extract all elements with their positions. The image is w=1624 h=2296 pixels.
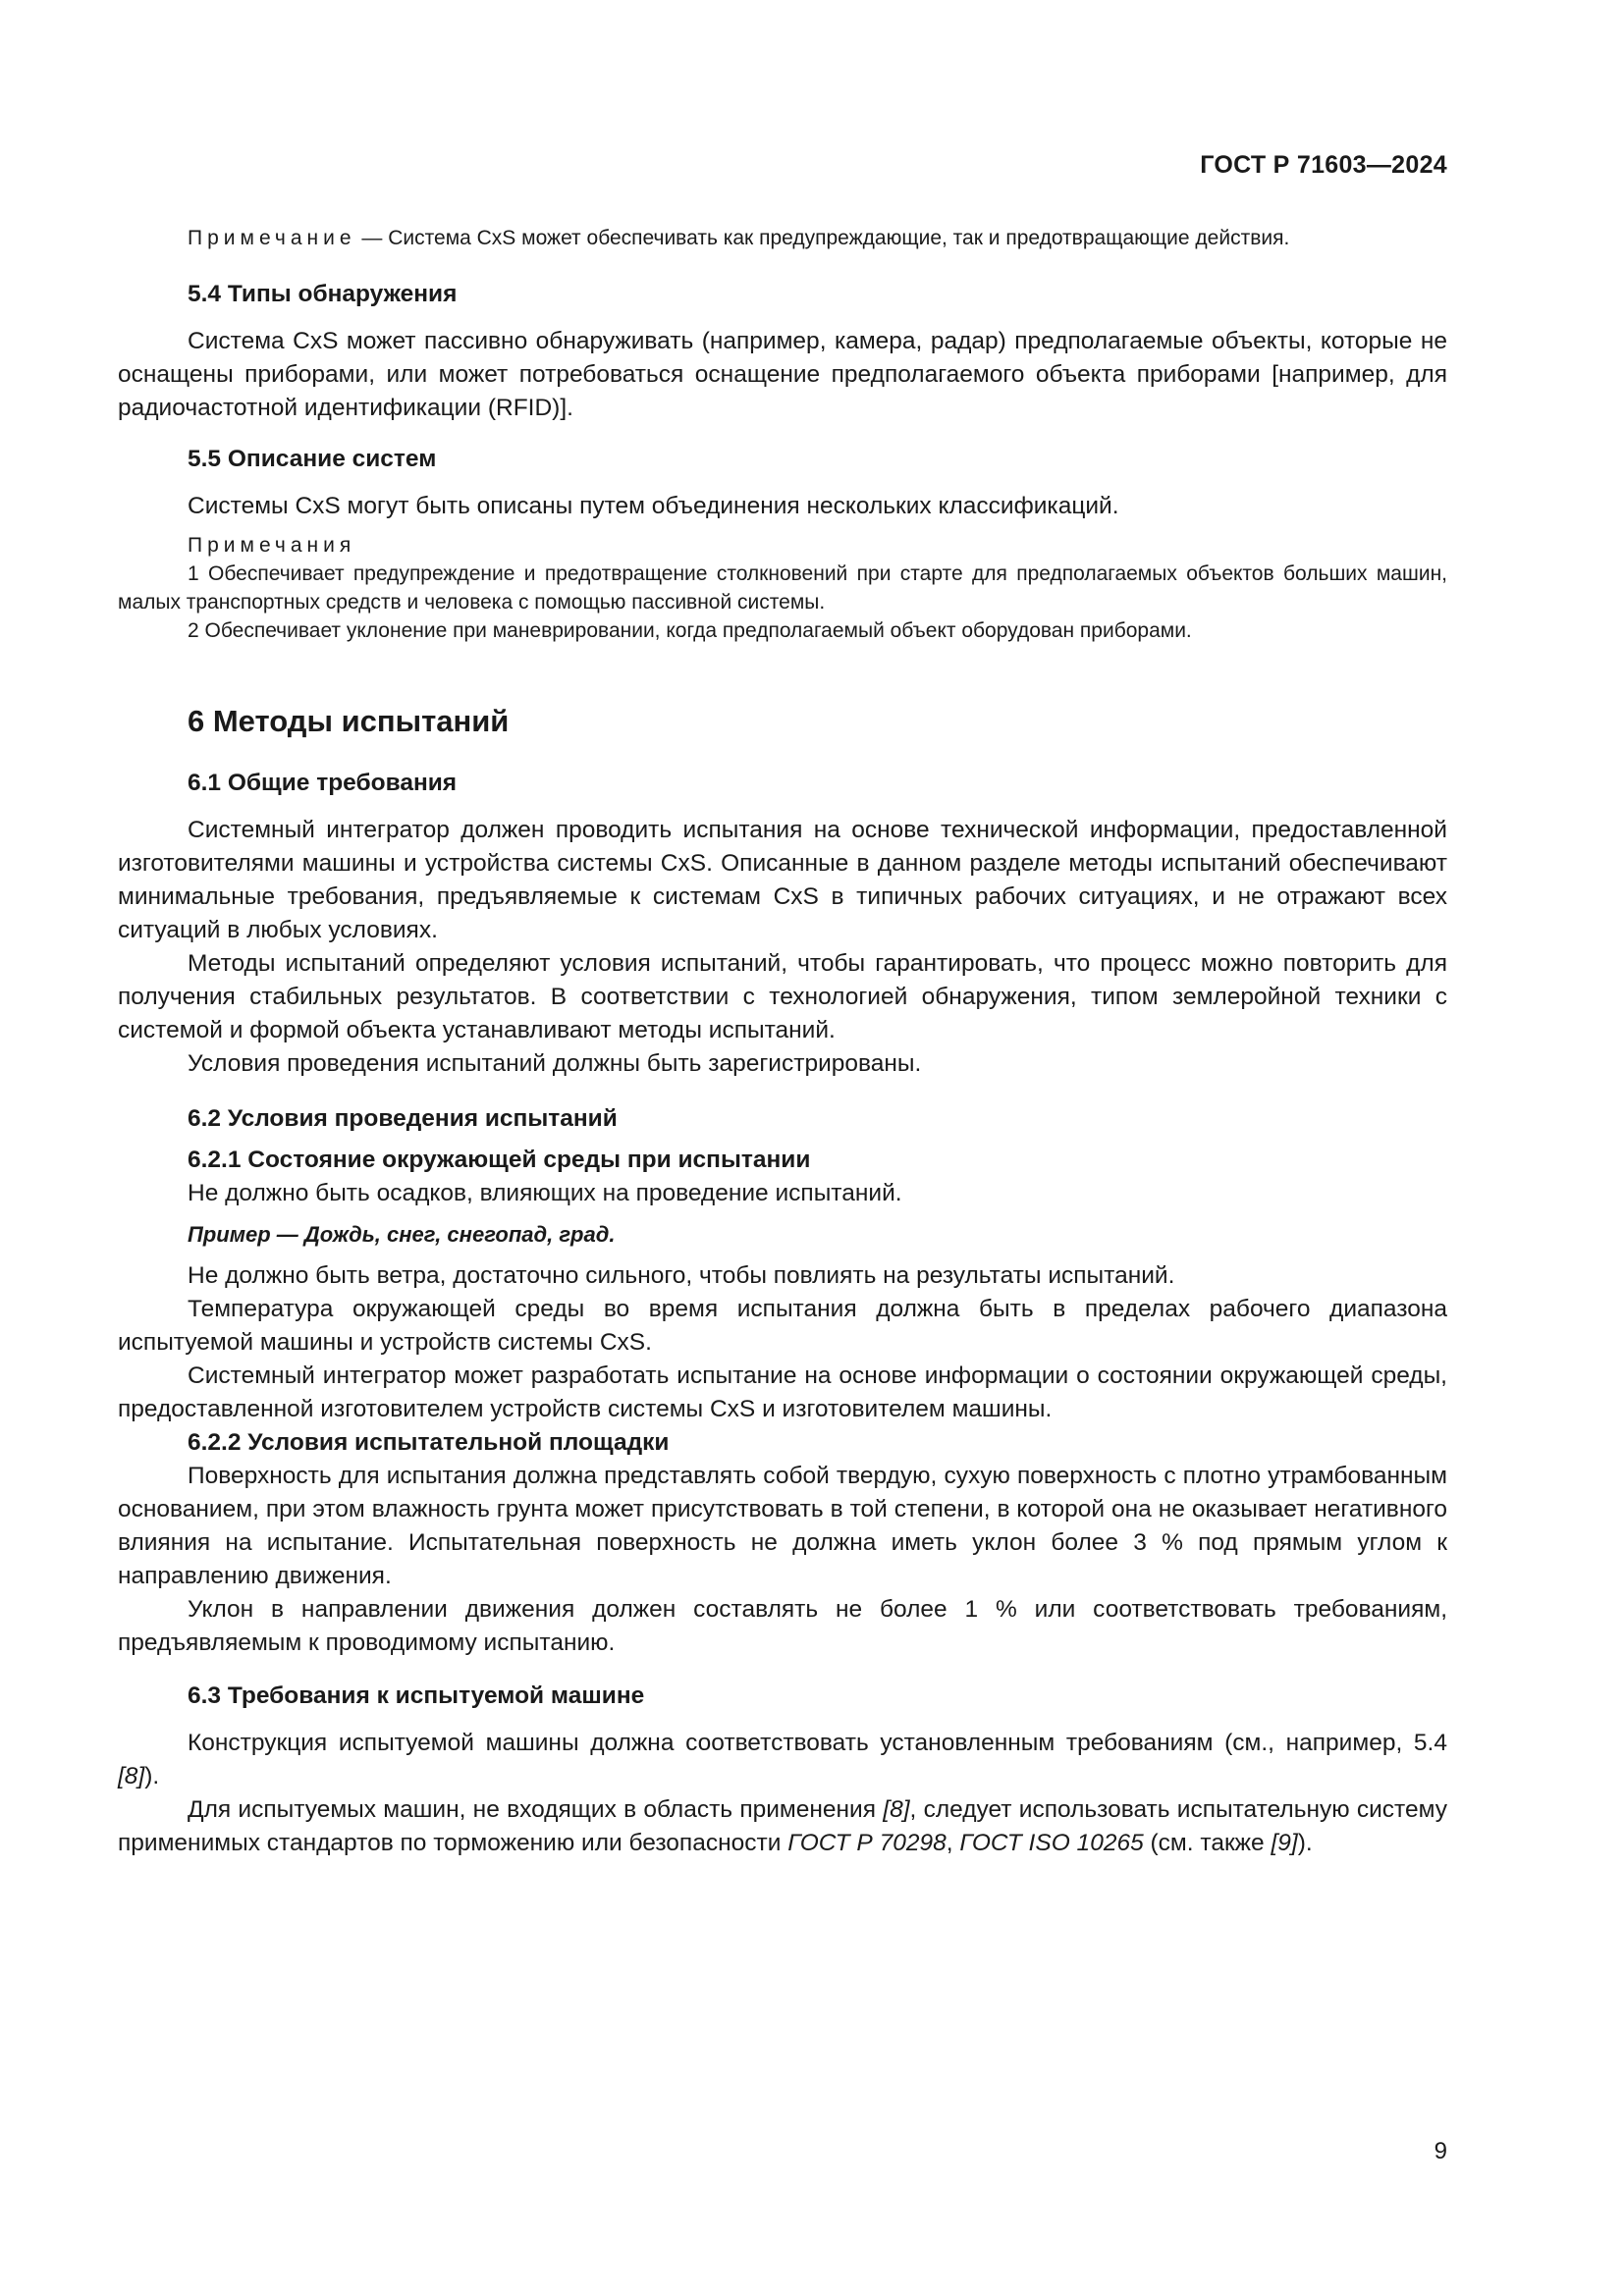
section-5-5-title: 5.5 Описание систем (188, 446, 437, 472)
section-6-3-paragraph-1 (118, 1727, 1447, 1793)
standard-ref-gost-r-70298: ГОСТ Р 70298 (787, 1830, 947, 1856)
note-1: 1 Обеспечивает предупреждение и предотвращение столкновений при старте для предполагаемых объектов больших машин, малых транспортных средств и человека с помощью пассивной системы. (118, 562, 1447, 614)
section-6-2-2-paragraph-2: Уклон в направлении движения должен составлять не более 1 % или соответствовать требованиям, предъявляемым к проводимому испытанию. (118, 1596, 1447, 1656)
section-6-2-title: 6.2 Условия проведения испытаний (188, 1105, 618, 1132)
note-text: — Система CxS может обеспечивать как предупреждающие, так и предотвращающие действия. (355, 227, 1290, 249)
note-top (118, 224, 1447, 252)
p2-text-c: , (946, 1830, 960, 1856)
section-6-2-1-paragraph-2: Не должно быть ветра, достаточно сильного, чтобы повлиять на результаты испытаний. (188, 1262, 1175, 1289)
note-2: 2 Обеспечивает уклонение при маневрировании, когда предполагаемый объект оборудован приборами. (188, 619, 1192, 642)
page-number: 9 (1434, 2138, 1447, 2164)
section-6-3-title: 6.3 Требования к испытуемой машине (188, 1682, 645, 1709)
section-6-1-paragraph-1: Системный интегратор должен проводить испытания на основе технической информации, предоставленной изготовителями машины и устройства системы CxS. Описанные в данном разделе методы испытаний обеспечивают минимальные требования, предъявляемые к системам CxS в типичных рабочих ситуациях, и не отражают всех ситуаций в любых условиях. (118, 817, 1447, 943)
section-6-1-title: 6.1 Общие требования (188, 770, 458, 796)
page-content (118, 224, 1447, 1860)
document-code: ГОСТ Р 71603—2024 (1200, 151, 1447, 179)
section-6-2-2-paragraph-1: Поверхность для испытания должна представлять собой твердую, сухую поверхность с плотно утрамбованным основанием, при этом влажность грунта может присутствовать в той степени, в которой она не оказывает негативного влияния на испытание. Испытательная поверхность не должна иметь уклон более 3 % под прямым углом к направлению движения. (118, 1463, 1447, 1589)
reference-9: [9] (1271, 1830, 1298, 1856)
p2-text-d: (см. также (1143, 1830, 1272, 1856)
section-5-4-paragraph: Система CxS может пассивно обнаруживать (например, камера, радар) предполагаемые объекты, которые не оснащены приборами, или может потребоваться оснащение предполагаемого объекта приборами [например, для радиочастотной идентификации (RFID)]. (118, 328, 1447, 421)
standard-ref-gost-iso-10265: ГОСТ ISO 10265 (959, 1830, 1144, 1856)
p2-text-e: ). (1297, 1830, 1313, 1856)
section-6-3-paragraph-2 (118, 1793, 1447, 1860)
section-5-5-paragraph: Системы CxS могут быть описаны путем объединения нескольких классификаций. (188, 493, 1119, 519)
section-6-2-1-paragraph-4: Системный интегратор может разработать испытание на основе информации о состоянии окружающей среды, предоставленной изготовителем устройств системы CxS и изготовителем машины. (118, 1362, 1447, 1422)
section-6-1-paragraph-3: Условия проведения испытаний должны быть зарегистрированы. (188, 1050, 922, 1077)
section-6-2-1-paragraph-3: Температура окружающей среды во время испытания должна быть в пределах рабочего диапазона испытуемой машины и устройств системы CxS. (118, 1296, 1447, 1356)
section-6-2-2-title: 6.2.2 Условия испытательной площадки (188, 1429, 670, 1456)
section-6-1-paragraph-2: Методы испытаний определяют условия испытаний, чтобы гарантировать, что процесс можно повторить для получения стабильных результатов. В соответствии с технологией обнаружения, типом землеройной техники с системой и формой объекта устанавливают методы испытаний. (118, 950, 1447, 1043)
p2-text-a: Для испытуемых машин, не входящих в область применения (188, 1796, 884, 1823)
example-text: Пример — Дождь, снег, снегопад, град. (188, 1222, 616, 1247)
reference-8: [8] (118, 1763, 145, 1789)
section-5-4-title: 5.4 Типы обнаружения (188, 281, 458, 307)
p1-text-a: Конструкция испытуемой машины должна соответствовать установленным требованиям (см., например, 5.4 (188, 1730, 1447, 1756)
p2-text-b: , следует использовать испытательную систему применимых стандартов по торможению или безопасности (118, 1796, 1447, 1856)
section-6-title: 6 Методы испытаний (188, 704, 510, 738)
reference-8: [8] (883, 1796, 910, 1823)
notes-label: Примечания (188, 534, 356, 557)
p1-text-b: ). (144, 1763, 160, 1789)
section-6-2-1-title: 6.2.1 Состояние окружающей среды при испытании (188, 1147, 811, 1173)
section-6-2-1-paragraph-1: Не должно быть осадков, влияющих на проведение испытаний. (188, 1180, 902, 1206)
note-label: Примечание (188, 227, 356, 249)
